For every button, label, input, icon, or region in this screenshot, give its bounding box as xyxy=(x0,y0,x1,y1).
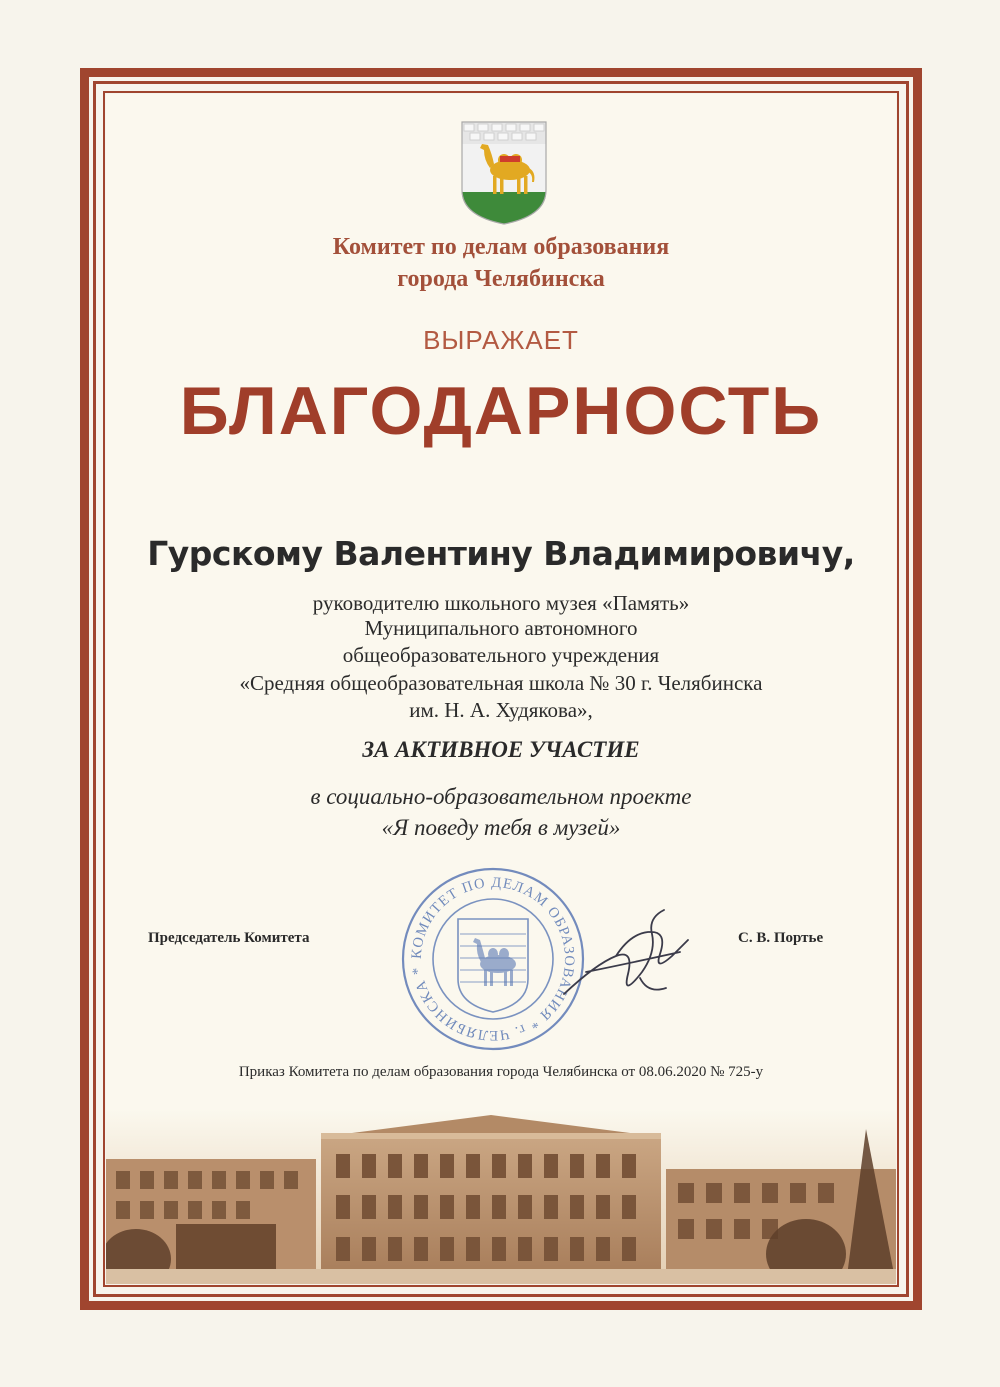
signature-icon xyxy=(556,894,696,1014)
position-line: общеобразовательного учреждения xyxy=(342,643,660,667)
position-line: руководителю школьного музея «Память» xyxy=(312,591,690,615)
project-line: в социально-образовательном проекте xyxy=(310,784,692,809)
organization-name-line-2: города Челябинска xyxy=(397,266,605,292)
chelyabinsk-coat-of-arms-icon xyxy=(460,120,548,226)
stamp-text: КОМИТЕТ ПО ДЕЛАМ ОБРАЗОВАНИЯ * г. ЧЕЛЯБИНСКА * xyxy=(408,874,578,1044)
certificate-content xyxy=(106,94,896,1284)
order-reference: Приказ Комитета по делам образования города Челябинска от 08.06.2020 № 725-у xyxy=(238,1064,764,1080)
reason-heading: ЗА АКТИВНОЕ УЧАСТИЕ xyxy=(362,737,640,762)
position-line: Муниципального автономного xyxy=(364,616,638,640)
project-line: «Я поведу тебя в музей» xyxy=(381,815,621,840)
expresses-label: ВЫРАЖАЕТ xyxy=(423,325,579,355)
organization-name-line-1: Комитет по делам образования xyxy=(332,234,670,260)
school-building-image xyxy=(106,1109,896,1284)
position-line: им. Н. А. Худякова», xyxy=(409,698,593,722)
certificate-title: БЛАГОДАРНОСТЬ xyxy=(179,373,823,449)
position-line: «Средняя общеобразовательная школа № 30 г. Челябинска xyxy=(239,671,763,695)
signatory-title: Председатель Комитета xyxy=(148,930,310,946)
signatory-name: С. В. Портье xyxy=(738,930,824,946)
recipient-name: Гурскому Валентину Владимировичу, xyxy=(147,534,855,573)
